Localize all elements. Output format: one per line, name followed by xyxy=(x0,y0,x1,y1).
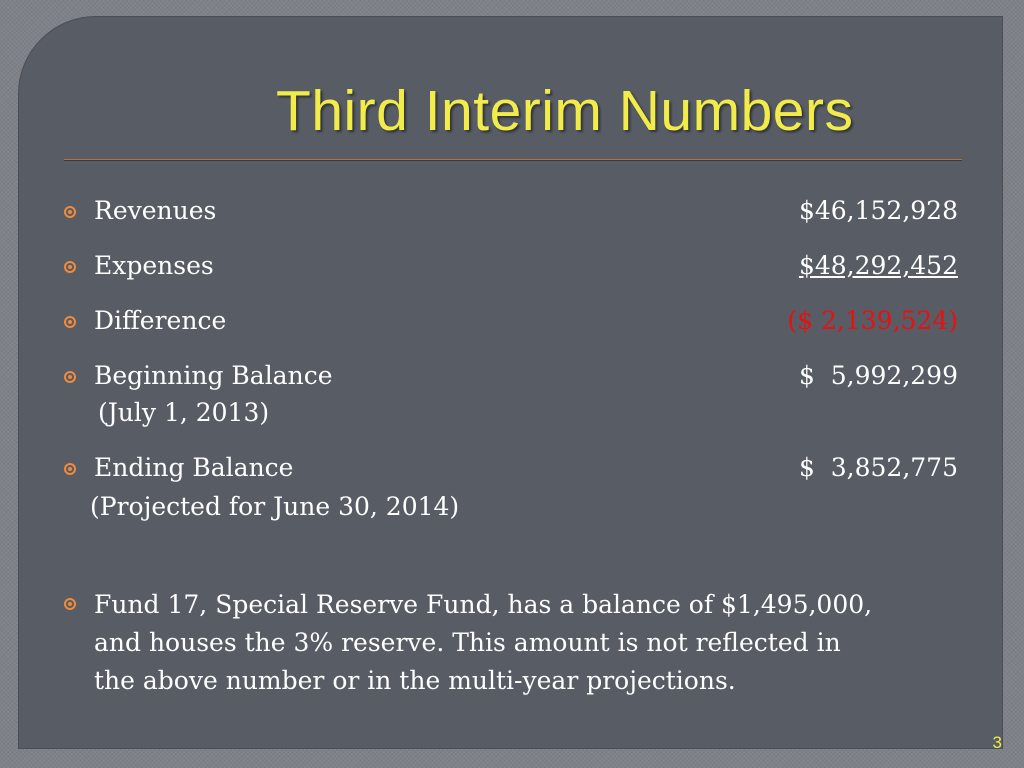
item-value: ($ 2,139,524) xyxy=(787,306,958,335)
bullet-icon xyxy=(64,316,76,328)
page-number: 3 xyxy=(992,733,1002,752)
bullet-icon xyxy=(64,371,76,383)
note-line: the above number or in the multi-year projections. xyxy=(94,666,736,695)
item-label: Difference xyxy=(94,306,227,335)
slide-title: Third Interim Numbers xyxy=(276,79,854,143)
item-label: Expenses xyxy=(94,251,214,280)
list-item-difference xyxy=(0,306,1024,342)
item-label: Revenues xyxy=(94,196,217,225)
title-divider xyxy=(64,159,962,160)
note-line: and houses the 3% reserve. This amount is not reflected in xyxy=(94,628,841,657)
reserve-note xyxy=(94,586,974,700)
bullet-icon xyxy=(64,598,76,610)
note-line: Fund 17, Special Reserve Fund, has a balance of $1,495,000, xyxy=(94,590,873,619)
list-item-beginning-balance xyxy=(0,361,1024,397)
list-item-expenses xyxy=(0,251,1024,287)
item-sublabel: (Projected for June 30, 2014) xyxy=(90,492,460,521)
list-item-ending-balance xyxy=(0,453,1024,489)
bullet-icon xyxy=(64,463,76,475)
item-label: Ending Balance xyxy=(94,453,294,482)
bullet-icon xyxy=(64,261,76,273)
item-value: $48,292,452 xyxy=(798,251,958,280)
item-value: $ 3,852,775 xyxy=(798,453,958,482)
list-item-revenues xyxy=(0,196,1024,232)
item-value: $ 5,992,299 xyxy=(798,361,958,390)
item-value: $46,152,928 xyxy=(798,196,958,225)
item-label: Beginning Balance xyxy=(94,361,333,390)
bullet-icon xyxy=(64,206,76,218)
item-sublabel: (July 1, 2013) xyxy=(98,398,270,427)
